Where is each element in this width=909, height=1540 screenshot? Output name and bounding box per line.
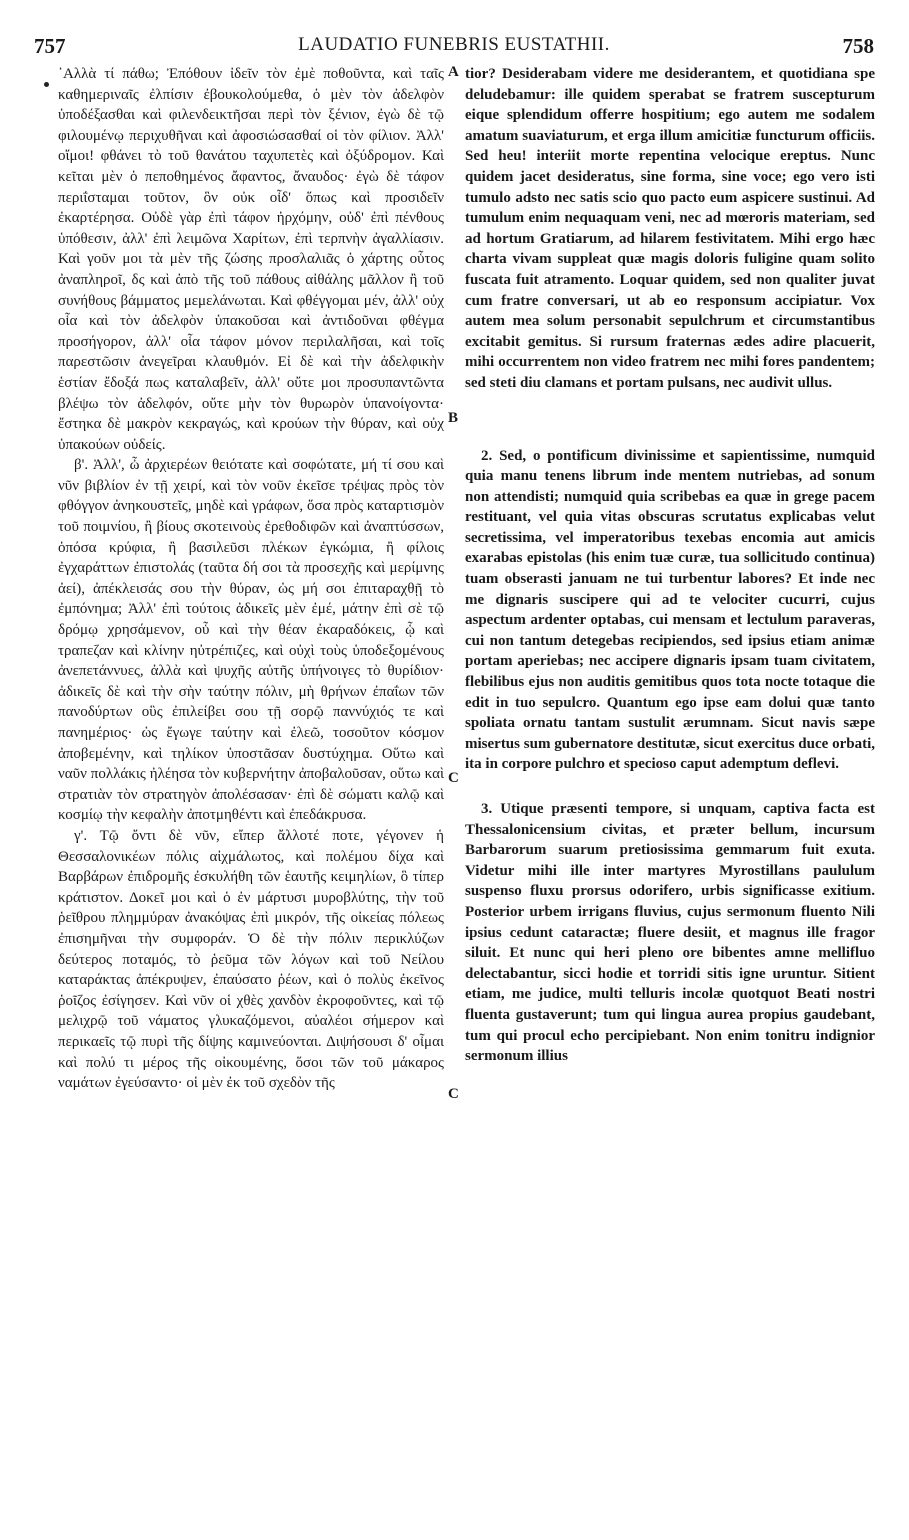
margin-marker-b: B <box>448 410 459 426</box>
margin-marker-c2: C <box>448 1086 459 1102</box>
margin-dot <box>44 82 49 87</box>
greek-paragraph-3: γ'. Τῷ ὄντι δὲ νῦν, εἴπερ ἄλλοτέ ποτε, γέγονεν ἡ Θεσσαλονικέων πόλις αἰχμάλωτος, καὶ πολέμου δίχα καὶ Βαρβάρων ἐπιδρομῆς ἐσκυλήθη τῶν ἑαυτῆς κειμηλίων, ὃ τίπερ κράτιστον. Δοκεῖ μοι καὶ ὁ ἐν μάρτυσι μυροβλύτης, τὴν τοῦ ῥεῖθρου πλημμύραν ἀνακόψας ἐπὶ μικρόν, τῆς οἰκείας πόλεως ἐπισημῆναι τὴν συμφοράν. Ὁ δὲ τὴν πόλιν περικλύζων δεύτερος ποταμός, τὸ ῥεῦμα τῶν λόγων καὶ τοῦ Νείλου καταράκτας ἀπέκρυψεν, ἐπαύσατο ῥέων, καὶ ὁ πολὺς ἐκεῖνος ῥοῖζος ἐσίγησεν. Καὶ νῦν οἱ χθὲς χανδὸν ἐκροφοῦντες, καὶ τῷ μελιχρῷ τοῦ νάματος γλυκαζόμενοι, αὐαλέοι σήμερον καὶ περικαεῖς τῷ πυρὶ τῆς δίψης καμινεύονται. Διψήσουσι δ' οἶμαι καὶ πολύ τι μέρος τῆς οἰκουμένης, ὅσοι τῶν τοῦ μάκαρος ναμάτων ἐγεύσαντο· οἱ μὲν ἐκ τοῦ σχεδὸν τῆς <box>58 827 444 1092</box>
greek-paragraph-2: β'. Ἀλλ', ὦ ἀρχιερέων θειότατε καὶ σοφώτατε, μή τί σου καὶ νῦν βιβλίον ἐν τῇ χειρί, καὶ τὸν νοῦν ἐκεῖσε τρέψας πρὸς τὸν φθόγγον ἀνηκουστεῖς, μηδὲ καὶ γράφων, ὅσα πρὸς καταρτισμὸν τοῦ ποιμνίου, ἢ βίους σκοτεινοὺς ἐρεθοδιφῶν καὶ ἀναπτύσσων, ὁπόσα κρύφια, ἢ βασιλεῦσι πλέκων ἐγκώμια, ἢ φίλοις ἐγχαράττων ἐπιστολάς (ταῦτα δή σοι τὰ προσεχῆς καὶ μερίμνης ἀεί), ἀπέκλεισάς σου τὴν θύραν, ὡς μή σοι ἐπιταραχθῇ τὸ ἐμπόνημα; Ἀλλ' ἐπὶ τούτοις ἀδικεῖς μὲν ἐμέ, μάτην ἐπὶ σὲ τῷ δρόμῳ χρησάμενον, οὗ καὶ τὴν θέαν ἐκαραδόκεις, ᾧ καὶ τραπεζαν καὶ κλίνην ηὐτρέπιζες, καὶ οὐχὶ τοὺς ὑποδεξομένους ἀνεπετάννυες, ἀλλὰ καὶ ψυχῆς αὐτῆς ὑπήνοιγες τὸ θυρίδιον· ἀδικεῖς δὲ καὶ τὴν σὴν ταύτην πόλιν, μὴ θρήνων ἐπαΐων τῶν πανοδύρτων οὓς ἐπιλείβει σου τῇ σορῷ παννύχιός τε καὶ πανημέριος· ὡς ἔγωγε ταύτην καὶ ἐλεῶ, τοσοῦτον κόσμον ἀποβεμένην, καὶ τηλίκον ὑποστᾶσαν δυστύχημα. Οὕτω καὶ ναῦν πολλάκις ἠλέησα τὸν κυβερνήτην ἀποβαλοῦσαν, οὕτω καὶ στρατιὰν τὸν στρατηγὸν ἀπολέσασαν· ἐπὶ δὲ σώματι καλῷ καὶ κοσμίῳ τὴν κεφαλὴν ἀποτμηθέντι καὶ ἐπεδάκρυσα. <box>58 457 444 824</box>
latin-paragraph-1: tior? Desiderabam videre me desiderantem, et quotidiana spe deludebamur: ille quidem sperabat se fratrem suscepturum eique splendidum offerre hospitium; ego autem me sodalem amatum suaviaturum, et erga illum amicitiæ functurum officiis. Sed heu! interiit morte repentina velocique ereptus. Nunc quidem jacet desideratus, sine forma, sine voce; ego vero isti tumulo adsto nec satis scio quo pacto eum aspicere sustinui. Ad tumulum enim nequaquam veni, nec ad mœroris materiam, sed ad hortum Gratiarum, ad hilarem festivitatem. Mihi ergo hæc charta vivam suppleat quæ magis doloris fuligine quam solito fuscata fuit atramento. Loquar quidem, sed non qualiter juvat cum fratre conversari, ut ab eo responsum accipiatur. Vox autem mea solum personabit sepulchrum et circumstantibus excitabit gemitus. Si rursum fraternas ædes adire placuerit, mihi occurrentem non video fratrem nec mihi fores pandentem; sed steti diu clamans et portam pulsans, nec audivit ullus. <box>465 66 875 391</box>
latin-paragraph-3: 3. Utique præsenti tempore, si unquam, captiva facta est Thessalonicensium civitas, et præter bellum, incursum Barbarorum suarum pretiosissima gemmarum fuit exuta. Videtur mihi ille inter martyres Myrostillans paululum suspenso fluxu prorsus odorifero, urbis significasse exitium. Posterior urbem irrigans fluvius, cujus sermonum fluento Nili ipsius cedunt cataractæ; fluere desiit, et magnus ille fragor siluit. Et nunc qui heri pleno ore bibentes amne mellifluo delectabantur, sicci hodie et torridi sitis igne uruntur. Sitient etiam, me judice, multi telluris incolæ quotquot Beati nostri fluenta gustaverunt; tum qui lingua aurea propius gaudebant, tum qui procul echo percipiebant. Non enim tonitru indignior sermonum illius <box>465 801 875 1065</box>
latin-paragraph-2: 2. Sed, o pontificum divinissime et sapientissime, numquid quia manu tenens librum inde mentem nutriebas, ad sonum non attendisti; numquid quia scribebas ea quæ in grege pacem restituant, vel quia vitas obscuras scrutatus explicabas velut secretissima, vel imperatoribus texebas encomia aut amicis exarabas epistolas (his enim tuæ curæ, tua sollicitudo continua) tuam obserasti januam ne tui turbentur labores? Et inde nec me dignaris suscipere qui ad te velociter cucurri, cujus aspectum ardenter optabas, cui mensam et lectulum paraveras, cui non tantum detegebas recipiendos, sed ipsius etiam animæ portam aperiebas; nec accipere dignaris ipsam tuam civitatem, flebilibus ejus non auditis gemitibus quos tota nocte totaque die edit in tuo sepulcro. Quantum ego ipse eam dolui quæ tanto spoliata ornatu tantam sustulit ærumnam. Sicut navis sæpe misertus sum gubernatore destitutæ, sicut exercitus duce orbati, ita in corpore pulchro et specioso caput ademptum deflevi. <box>465 447 875 773</box>
page-number-right: 758 <box>842 34 874 58</box>
page-header <box>34 34 874 58</box>
margin-marker-a: A <box>448 64 459 80</box>
running-title: LAUDATIO FUNEBRIS EUSTATHII. <box>298 34 610 55</box>
greek-paragraph-1: ᾿Αλλὰ τί πάθω; Ἐπόθουν ἰδεῖν τὸν ἐμὲ ποθοῦντα, καὶ ταῖς καθημεριναῖς ἐλπίσιν ἐβουκολούμεθα, ὁ μὲν τὸν ἀδελφὸν ὑποδέξασθαι καὶ φιλενδεικτῆσαι περὶ τὸν ξένιον, ἐγὼ δὲ τῷ φιλουμένῳ περιχυθῆναι καὶ ἀφοσιώσασθαί οἱ τὸν φίλιον. Ἀλλ' οἴμοι! φθάνει τὸ τοῦ θανάτου ταχυπετὲς καὶ ὀξύδρομον. Καὶ κεῖται μὲν ὁ πεποθημένος ἄφαντος, ἄναυδος· ἐγὼ δὲ τάφον περιΐσταμαι τοῦτον, ὃν οὐκ οἶδ' ὅπως καὶ προσιδεῖν ἐκαρτέρησα. Οὐδὲ γὰρ ἐπὶ τάφον ἠρχόμην, οὐδ' ἐπὶ πένθους ὑπόθεσιν, ἀλλ' ἐπὶ λειμῶνα Χαρίτων, ἐπὶ τερπνὴν ἀγαλλίασιν. Καὶ γοῦν μοι τὰ μὲν τῆς ζώσης προσλαλιᾶς ὁ χάρτης οὗτος ἀναπληροῖ, δς καὶ ἀπὸ τῆς τοῦ πάθους αἰθάλης μᾶλλον ἢ τοῦ συνήθους βάμματος μεμελάνωται. Καὶ φθέγγομαι μέν, ἀλλ' οὐχ οἷα καὶ τὸν ἀδελφὸν ὑπακοῦσαι καὶ ἀντιδοῦναι φθέγμα προσήγορον, ἀλλ' οἷα τάφον μόνον περιλαλῆσαι, καὶ τοῖς παρεστῶσιν ἀνεγεῖραι κλαυθμόν. Εἰ δὲ καὶ τὴν ἀδελφικὴν ἑστίαν ἔδοξά πως καταλαβεῖν, ἀλλ' οὔτε μοι προσυπαντῶντα βλέψω τὸν ἀδελφόν, οὔτε μὴν τὸν θυρωρὸν ὑπανοίγοντα· ἔστηκα δὲ μακρὸν κεκραγώς, καὶ κρούων τὴν θύραν, καὶ οὐχ ὑπακούων οὐδείς. <box>58 66 444 453</box>
latin-column <box>465 64 875 1067</box>
margin-marker-c: C <box>448 770 459 786</box>
greek-column <box>58 64 444 1094</box>
page-number-left: 757 <box>34 34 66 58</box>
